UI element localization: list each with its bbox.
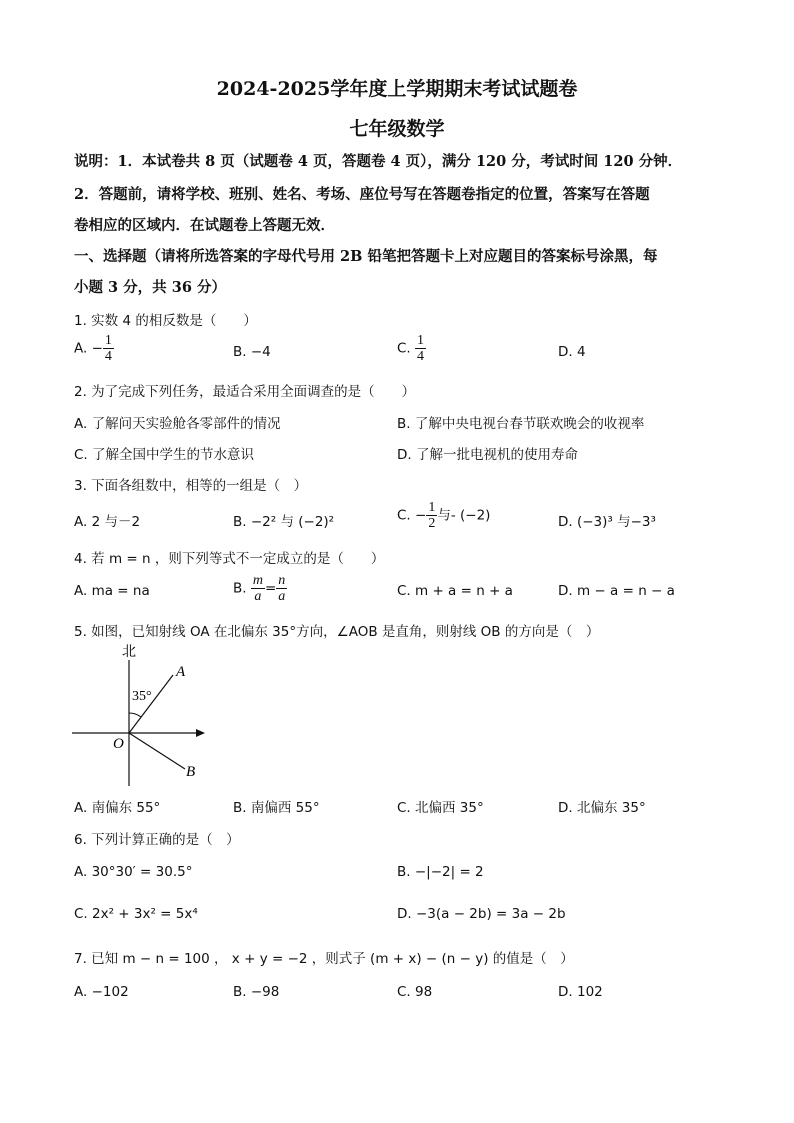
question-5-option-d: D. 北偏东 35° [558,800,646,816]
question-3-option-a: A. 2 与－2 [74,514,141,530]
section-heading-line-2: 小题 3 分，共 36 分） [74,279,226,296]
question-1-option-a: A. − $\frac{1}{4}$ [74,333,112,364]
question-7-option-d: D. 102 [558,984,603,1000]
point-b-label: B [186,764,196,780]
question-4-option-b: B. $\frac{m}{a}$ = $\frac{n}{a}$ [233,573,286,604]
question-6-stem: 6. 下列计算正确的是（ ） [74,832,240,848]
question-6-option-d: D. −3(a − 2b) = 3a − 2b [397,906,566,922]
question-2-option-a: A. 了解问天实验舱各零部件的情况 [74,416,281,432]
question-4-option-a: A. ma = na [74,583,150,599]
question-3-option-c: C. − $\frac{1}{2}$ 与- (−2) [397,500,491,531]
angle-arc [129,713,141,717]
instruction-line-2: 2．答题前，请将学校、班别、姓名、考场、座位号写在答题卷指定的位置，答案写在答题 [74,186,650,203]
question-4-stem: 4. 若 m = n ，则下列等式不一定成立的是（ ） [74,551,385,567]
question-4-option-c: C. m + a = n + a [397,583,513,599]
ray-ob [129,733,185,769]
question-6-option-a: A. 30°30′ = 30.5° [74,864,193,880]
question-7-option-a: A. −102 [74,984,129,1000]
instruction-line-3: 卷相应的区域内．在试题卷上答题无效． [74,217,335,234]
direction-figure [70,640,220,790]
page-title: 2024-2025学年度上学期期末考试试题卷 [216,78,578,100]
point-a-label: A [176,664,186,680]
page-subtitle: 七年级数学 [349,118,445,140]
question-1-option-d: D. 4 [558,344,586,360]
question-2-stem: 2. 为了完成下列任务，最适合采用全面调查的是（ ） [74,384,416,400]
ray-oa [129,675,173,733]
question-1-stem: 1. 实数 4 的相反数是（ ） [74,313,257,329]
question-2-option-b: B. 了解中央电视台春节联欢晚会的收视率 [397,416,645,432]
question-1-option-b: B. −4 [233,344,271,360]
instruction-line-1: 说明：1．本试卷共 8 页（试题卷 4 页，答题卷 4 页），满分 120 分，考试时间 120 分钟． [74,153,683,170]
question-2-option-c: C. 了解全国中学生的节水意识 [74,447,255,463]
question-6-option-c: C. 2x² + 3x² = 5x⁴ [74,906,198,922]
question-3-stem: 3. 下面各组数中，相等的一组是（ ） [74,478,308,494]
question-7-option-c: C. 98 [397,984,433,1000]
question-5-option-a: A. 南偏东 55° [74,800,161,816]
point-o-label: O [113,736,124,752]
angle-label: 35° [132,689,152,704]
question-7-stem: 7. 已知 m − n = 100 ， x + y = −2 ，则式子 (m + x) − (n − y) 的值是（ ） [74,951,574,967]
question-7-option-b: B. −98 [233,984,280,1000]
question-5-option-c: C. 北偏西 35° [397,800,484,816]
question-5-stem: 5. 如图，已知射线 OA 在北偏东 35°方向，∠AOB 是直角，则射线 OB 的方向是（ ） [74,624,600,640]
question-4-option-d: D. m − a = n − a [558,583,675,599]
section-heading-line-1: 一、选择题（请将所选答案的字母代号用 2B 铅笔把答题卡上对应题目的答案标号涂黑，每 [74,248,658,265]
question-3-option-b: B. −2² 与 (−2)² [233,514,335,530]
question-1-option-c: C. $\frac{1}{4}$ [397,333,425,364]
north-label: 北 [122,644,136,660]
question-3-option-d: D. (−3)³ 与−3³ [558,514,656,530]
east-arrowhead [196,729,205,737]
question-6-option-b: B. −|−2| = 2 [397,864,484,880]
question-5-option-b: B. 南偏西 55° [233,800,320,816]
question-2-option-d: D. 了解一批电视机的使用寿命 [397,447,578,463]
